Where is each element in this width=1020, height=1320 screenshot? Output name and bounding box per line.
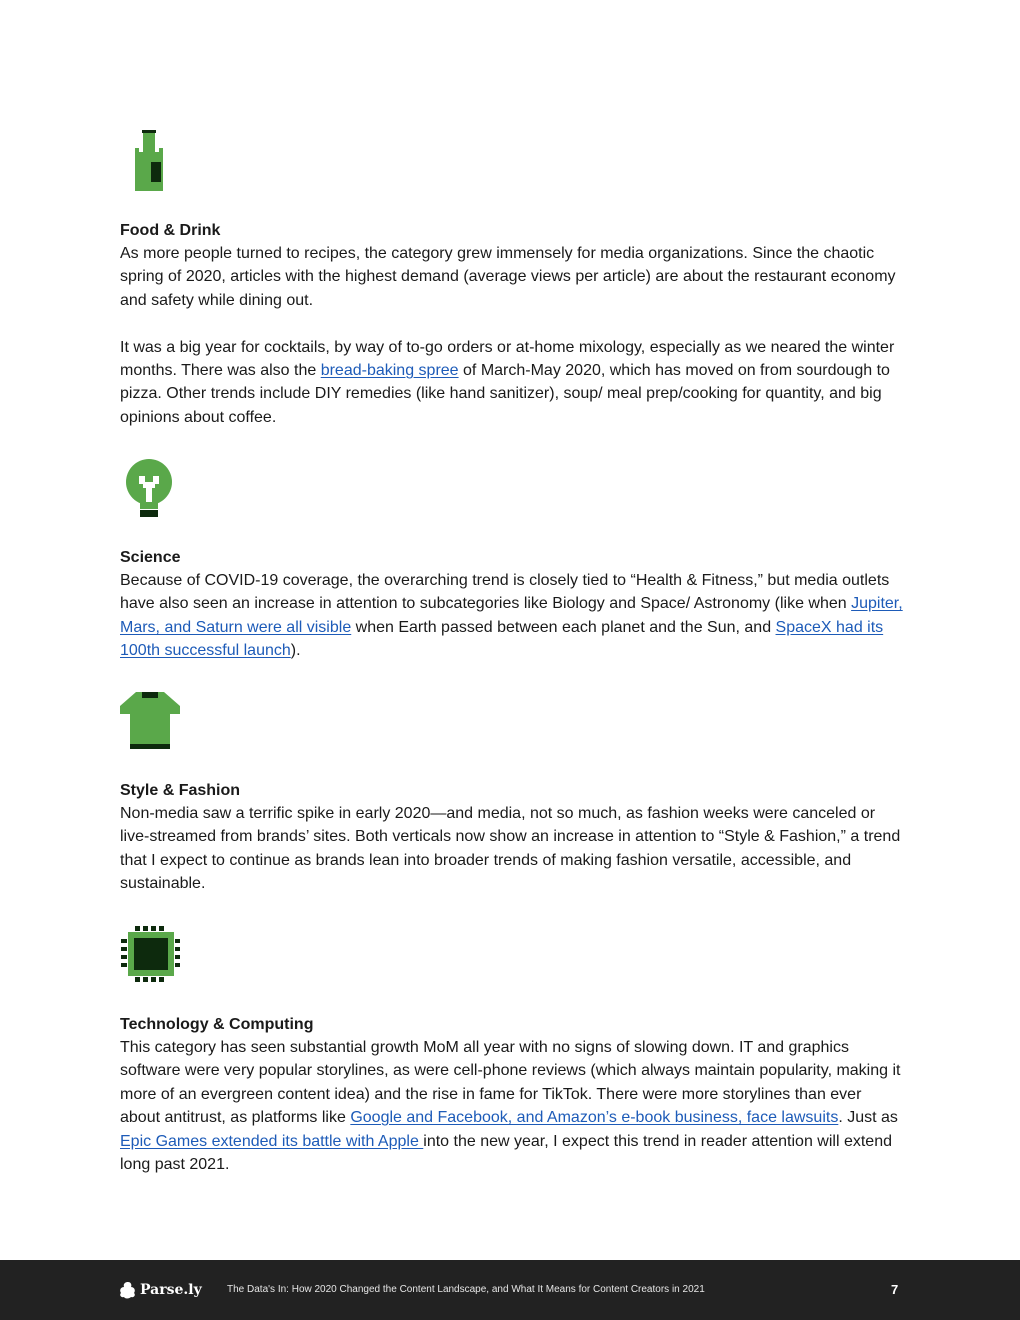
paragraph: This category has seen substantial growth MoM all year with no signs of slowing down. IT and graphics software were very popular storylines, as were cell-phone reviews (which always maintain popularity, making it more of an evergreen content idea) and the rise in fame for TikTok. There were more storylines than ever about antitrust, as platforms like Google and Facebook, and Amazon’s e-book business, face lawsuits. Just as Epic Games extended its battle with Apple into the new year, I expect this trend in reader attention will extend long past 2021. <box>120 1039 901 1174</box>
section-heading: Science <box>120 549 181 566</box>
link-planets-visible[interactable]: Jupiter, Mars, and Saturn were all visible <box>120 595 903 636</box>
section-style-fashion <box>120 779 905 896</box>
paragraph: It was a big year for cocktails, by way of to-go orders or at-home mixology, especially as we neared the winter months. There was also the bread-baking spree of March-May 2020, which has moved on from sourdough to pizza. Other trends include DIY remedies (like hand sanitizer), soup/ meal prep/cooking for quantity, and big opinions about coffee. <box>120 338 895 426</box>
paragraph: Because of COVID-19 coverage, the overarching trend is closely tied to “Health & Fitness,” but media outlets have also seen an increase in attention to subcategories like Biology and Space/ Astronomy (like when Jupiter, Mars, and Saturn were all visible when Earth passed between each planet and the Sun, and SpaceX had its 100th successful launch). <box>120 572 903 660</box>
section-heading: Style & Fashion <box>120 782 241 799</box>
parsely-logo <box>119 1281 202 1299</box>
page-number: 7 <box>891 1282 899 1297</box>
bottle-icon <box>118 130 164 192</box>
link-spacex-launch[interactable]: SpaceX had its 100th successful launch <box>120 618 884 660</box>
section-heading: Food & Drink <box>120 222 221 239</box>
link-epic-games-apple[interactable]: Epic Games extended its battle with Apple <box>120 1132 424 1150</box>
chip-icon <box>118 926 180 982</box>
paragraph: Non-media saw a terrific spike in early 2020—and media, not so much, as fashion weeks were canceled or live-streamed from brands’ sites. Both verticals now show an increase in attention to “Style & Fashion,” a trend that I expect to continue as brands lean into broader trends of making fashion versatile, accessible, and sustainable. <box>120 805 901 893</box>
section-science <box>120 546 905 663</box>
section-food-drink <box>120 219 905 429</box>
paragraph: As more people turned to recipes, the category grew immensely for media organizations. Since the chaotic spring of 2020, articles with the highest demand (average views per article) are about the restaurant economy and safety while dining out. <box>120 245 896 309</box>
section-heading: Technology & Computing <box>120 1016 314 1033</box>
link-google-facebook-amazon-lawsuits[interactable]: Google and Facebook, and Amazon’s e-book business, face lawsuits <box>350 1109 839 1127</box>
link-bread-baking-spree[interactable]: bread-baking spree <box>320 362 459 380</box>
parsely-leaf-icon <box>119 1281 137 1299</box>
page-footer <box>0 1260 1020 1320</box>
tshirt-icon <box>118 690 182 750</box>
brand-name: Parse.ly <box>140 1282 202 1298</box>
document-title: The Data's In: How 2020 Changed the Content Landscape, and What It Means for Content Creators in 2021 <box>227 1284 705 1295</box>
section-technology-computing <box>120 1013 905 1176</box>
lightbulb-icon <box>118 458 178 520</box>
